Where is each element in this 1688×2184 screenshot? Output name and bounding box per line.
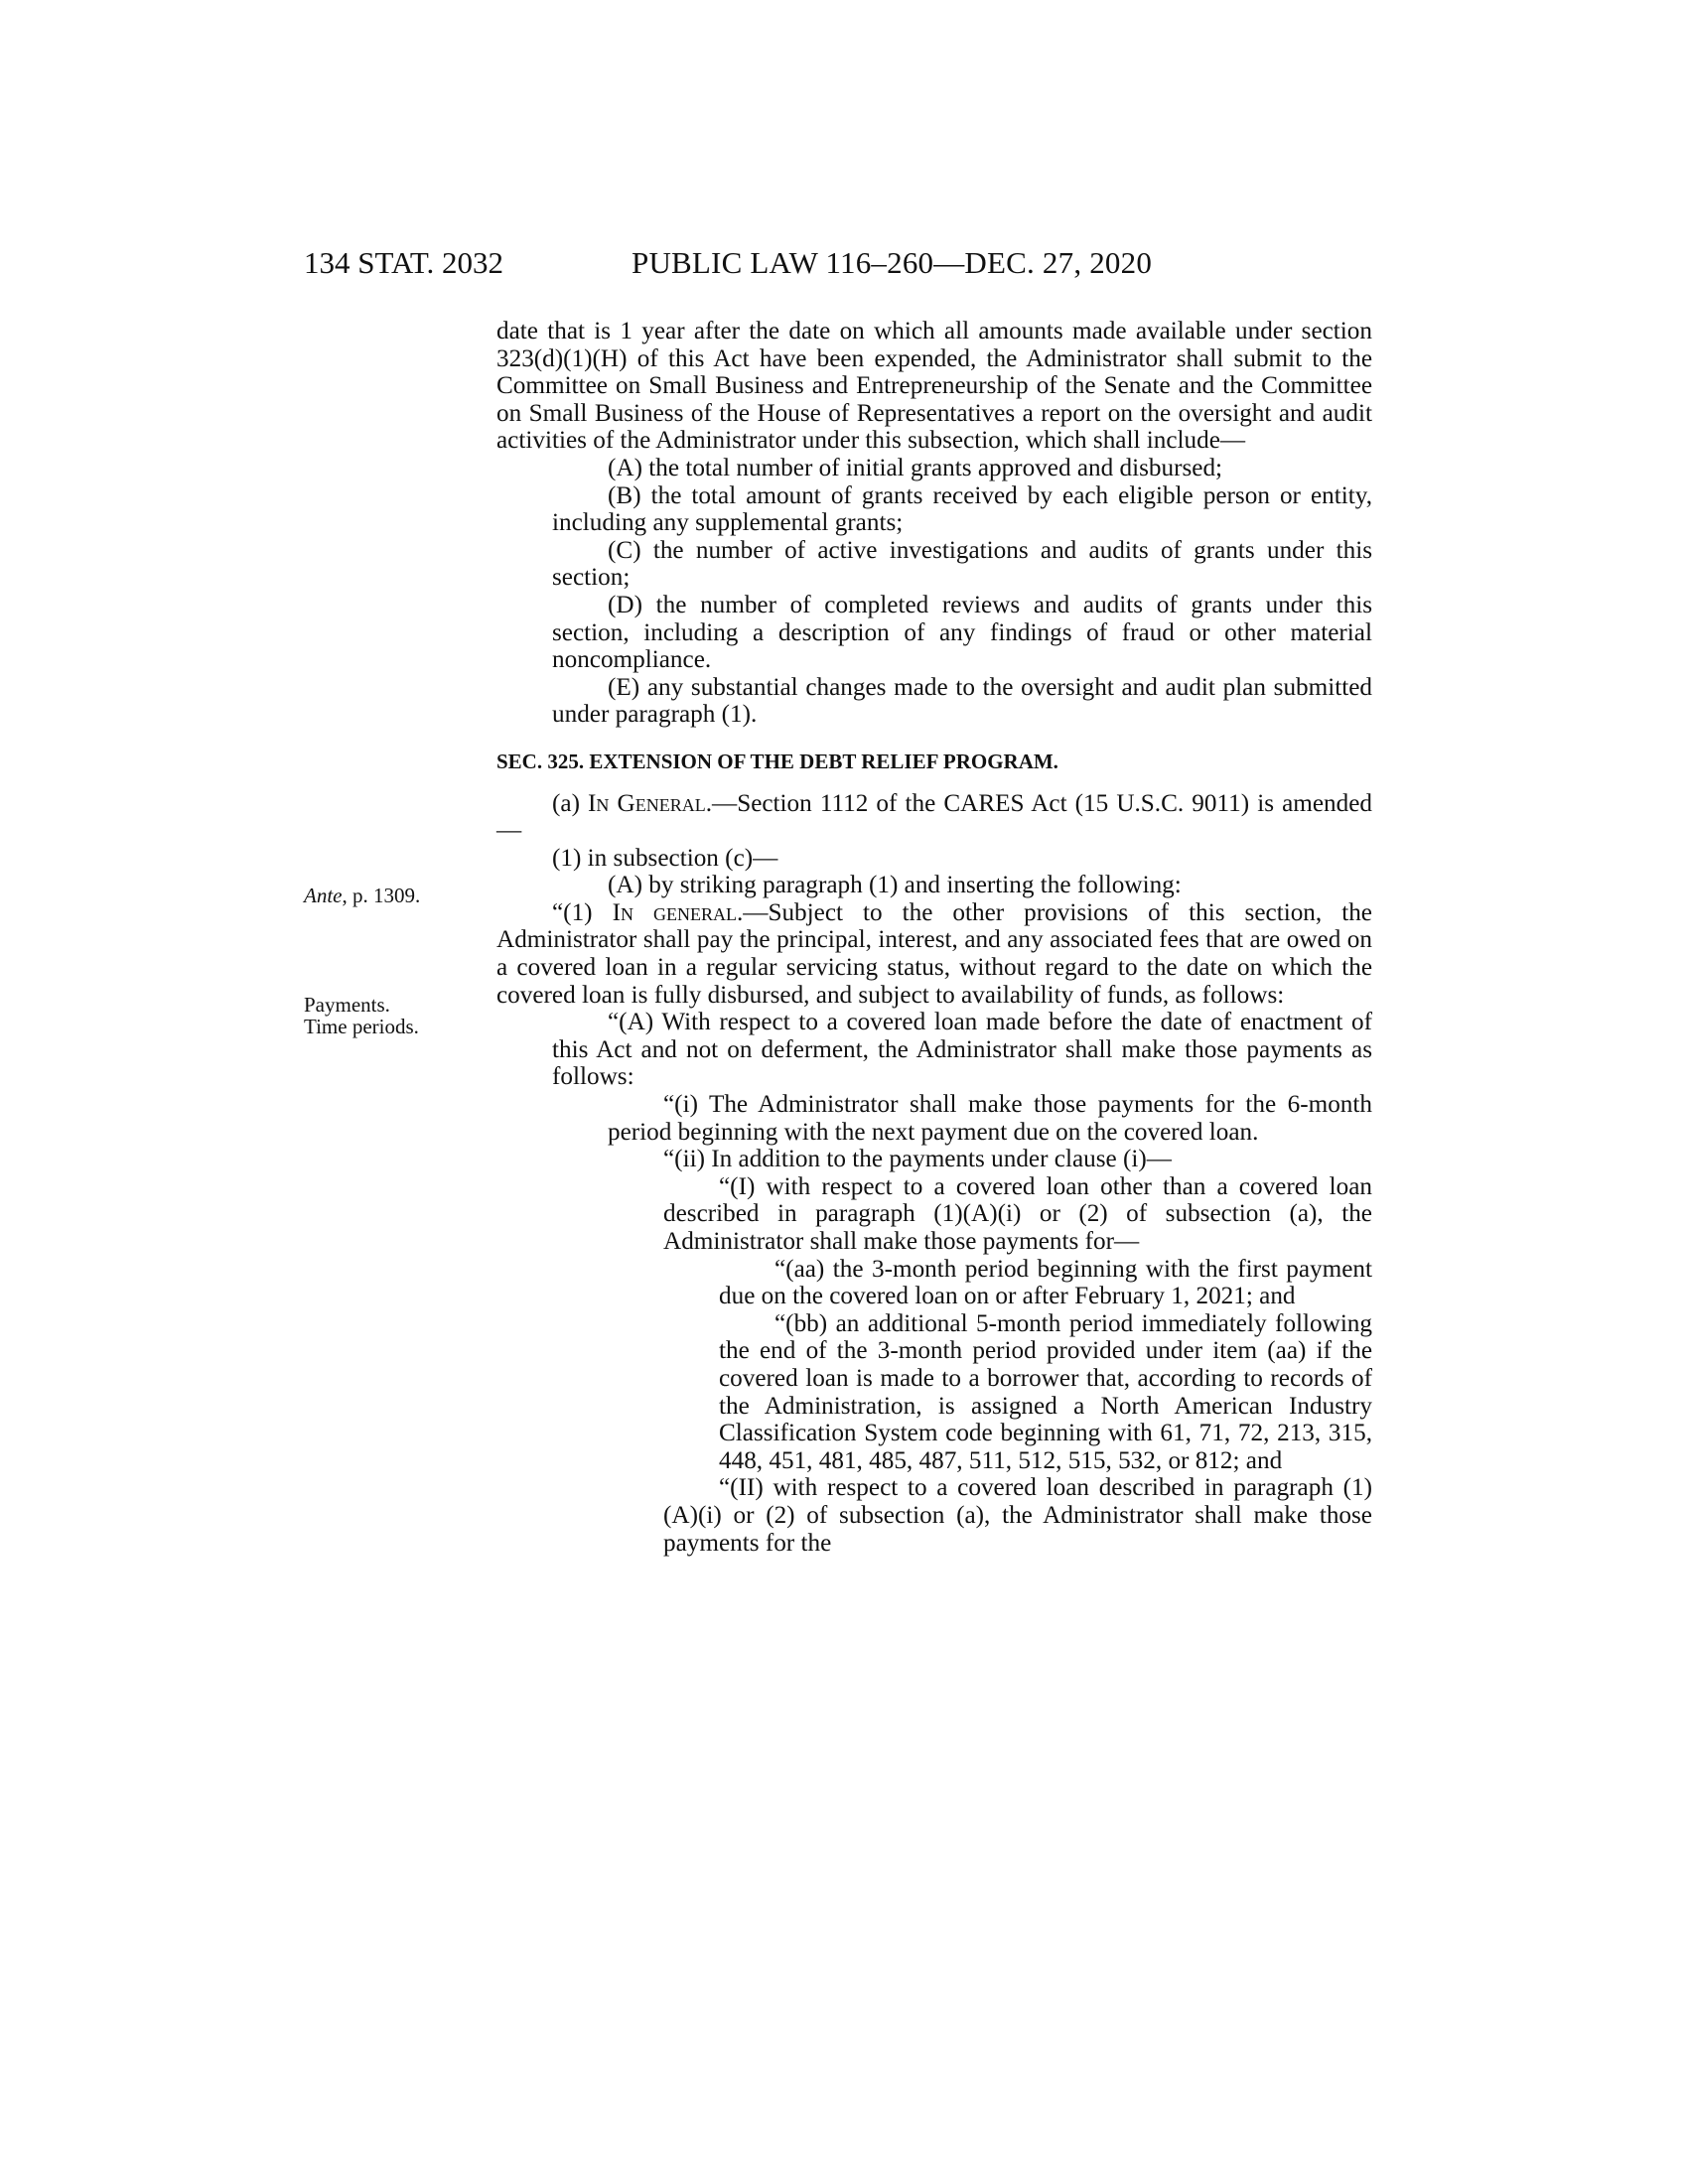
paragraph-report-intro: date that is 1 year after the date on which all amounts made available under section 323(d)(1)(H) of this Act have been expended, the Administrator shall submit to the Committee on Small Business and Entrepreneurship of the Senate and the Committee on Small Business of the House of Representatives a report on the oversight and audit activities of the Administrator under this subsection, which shall include— bbox=[496, 318, 1372, 455]
margin-note-payments: Payments. bbox=[304, 993, 390, 1017]
subsection-a-heading: In General bbox=[588, 789, 706, 817]
margin-note-time-periods: Time periods. bbox=[304, 1015, 419, 1038]
margin-note-ante-rest: , p. 1309. bbox=[342, 884, 421, 907]
subparagraph-d: (D) the number of completed reviews and audits of grants under this section, including a description of any findings of fraud or other material noncompliance. bbox=[552, 591, 1372, 674]
quoted-subclause-I: “(I) with respect to a covered loan other than a covered loan described in paragraph (1)(A)(i) or (2) of subsection (a), the Administrator shall make those payments for— bbox=[663, 1172, 1372, 1255]
subsection-a bbox=[496, 790, 1372, 845]
margin-note-ante-italic: Ante bbox=[304, 884, 343, 907]
quoted-clause-i: “(i) The Administrator shall make those payments for the 6-month period beginning with the next payment due on the covered loan. bbox=[608, 1091, 1372, 1146]
quoted-clause-ii: “(ii) In addition to the payments under clause (i)— bbox=[663, 1146, 1172, 1173]
section-heading: SEC. 325. EXTENSION OF THE DEBT RELIEF PROGRAM. bbox=[496, 749, 1058, 773]
quoted-paragraph-1-lead: “(1) bbox=[552, 898, 613, 926]
quoted-paragraph-1-heading: In general bbox=[612, 898, 737, 926]
subparagraph-b: (B) the total amount of grants received by each eligible person or entity, including any supplemental grants; bbox=[552, 481, 1372, 537]
quoted-item-aa: “(aa) the 3-month period beginning with the first payment due on the covered loan on or after February 1, 2021; and bbox=[719, 1255, 1372, 1310]
paragraph-1: (1) in subsection (c)— bbox=[552, 844, 778, 872]
subparagraph-c: (C) the number of active investigations and audits of grants under this section; bbox=[552, 536, 1372, 592]
quoted-paragraph-1-text: .—Subject to the other provisions of this section, the Administrator shall pay the principal, interest, and any associated fees that are owed on a covered loan in a regular servicing status, without regard to the date on which the covered loan is fully disbursed, and subject to availability of funds, as follows: bbox=[496, 898, 1372, 1009]
page-header bbox=[0, 245, 1688, 285]
stat-page-number: 134 STAT. 2032 bbox=[304, 245, 504, 280]
quoted-item-bb: “(bb) an additional 5-month period immediately following the end of the 3-month period provided under item (aa) if the covered loan is made to a borrower that, according to records of the Administration, is assigned a North American Industry Classification System code beginning with 61, 71, 72, 213, 315, 448, 451, 481, 485, 487, 511, 512, 515, 532, or 812; and bbox=[719, 1309, 1372, 1474]
quoted-subparagraph-a: “(A) With respect to a covered loan made before the date of enactment of this Act and not on deferment, the Administrator shall make those payments as follows: bbox=[552, 1009, 1372, 1091]
subsection-a-lead: (a) bbox=[552, 789, 589, 817]
subsection-a-text: .—Section 1112 of the CARES Act (15 U.S.C. 9011) is amended— bbox=[496, 789, 1372, 845]
document-body bbox=[496, 318, 1372, 1557]
subparagraph-a: (A) the total number of initial grants approved and disbursed; bbox=[608, 454, 1223, 481]
running-head: PUBLIC LAW 116–260—DEC. 27, 2020 bbox=[632, 245, 1153, 280]
quoted-paragraph-1 bbox=[496, 899, 1372, 1009]
paragraph-1-a: (A) by striking paragraph (1) and inserting the following: bbox=[608, 872, 1182, 899]
margin-note-ante bbox=[304, 885, 420, 906]
quoted-subclause-II: “(II) with respect to a covered loan described in paragraph (1)(A)(i) or (2) of subsection (a), the Administrator shall make those payments for the bbox=[663, 1474, 1372, 1557]
subparagraph-e: (E) any substantial changes made to the oversight and audit plan submitted under paragraph (1). bbox=[552, 673, 1372, 729]
